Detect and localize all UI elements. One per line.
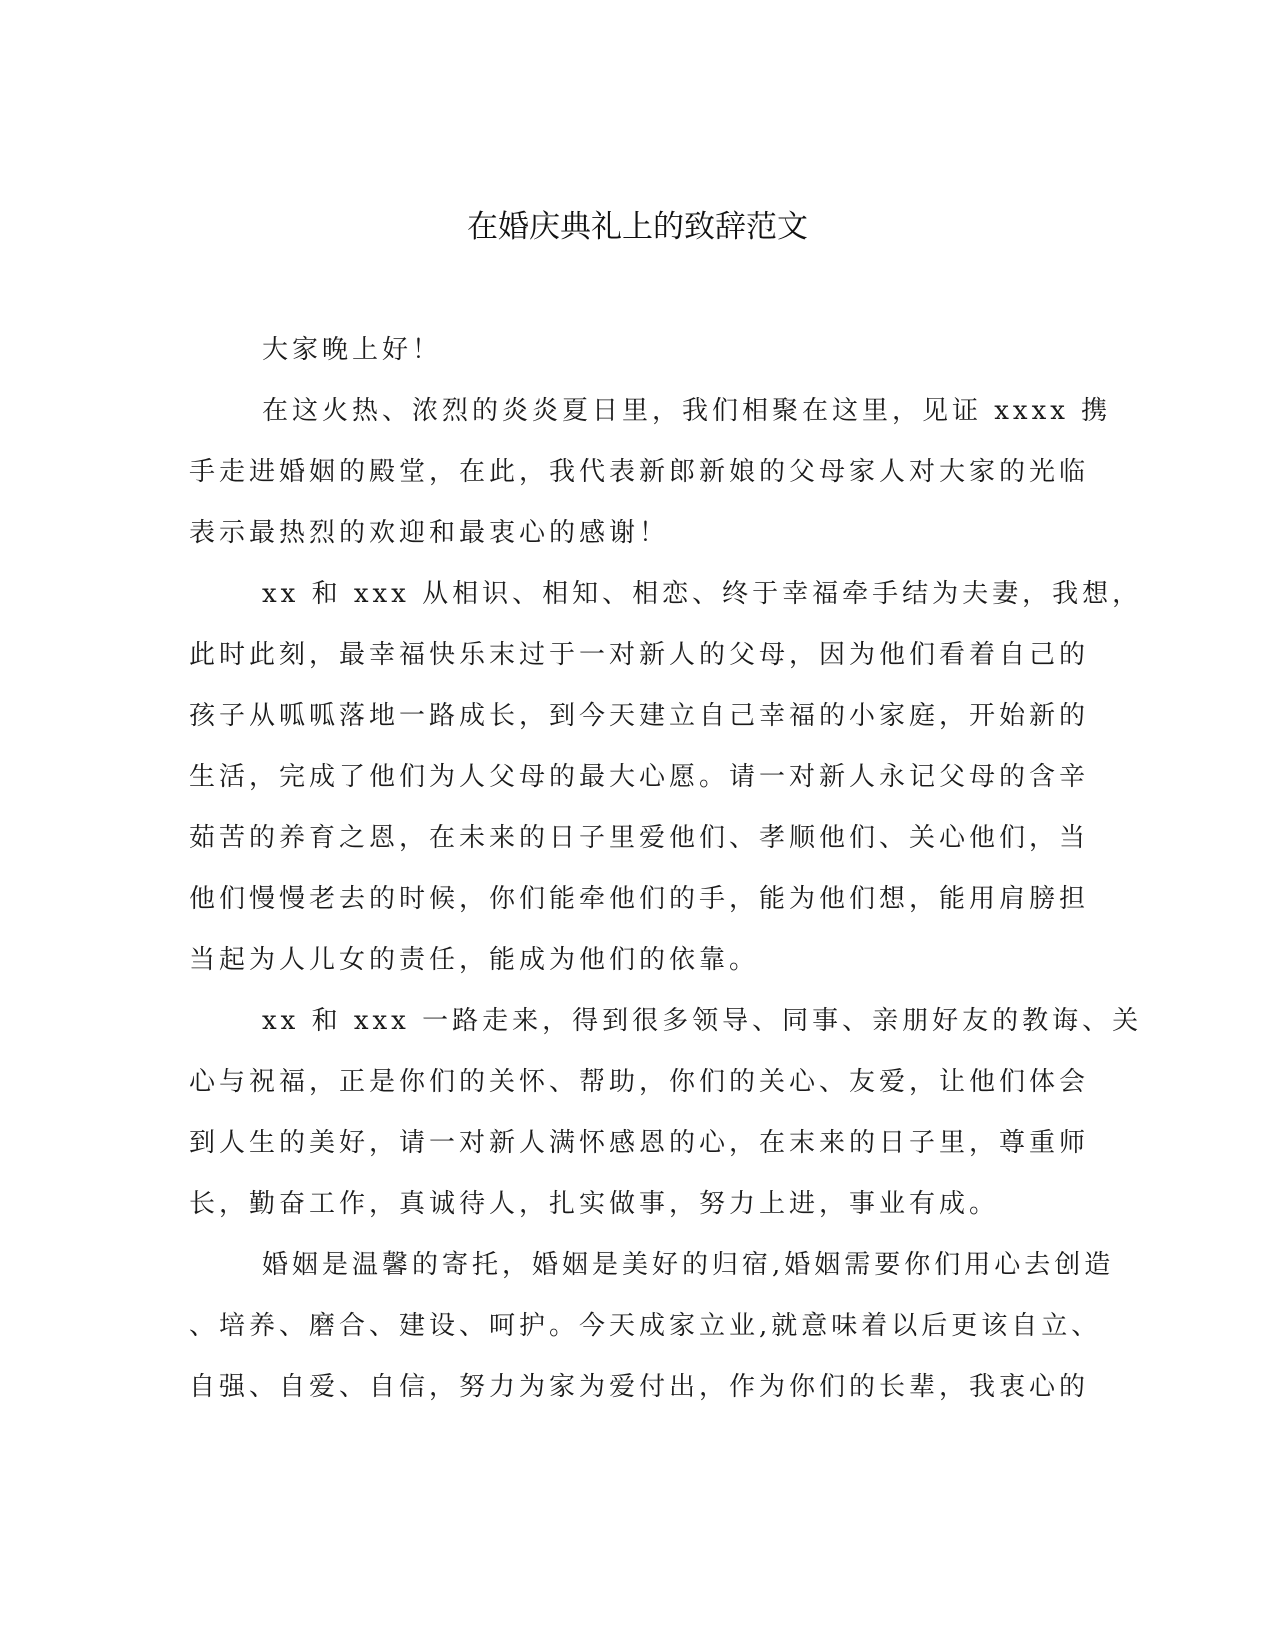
paragraph-line: 婚姻是温馨的寄托，婚姻是美好的归宿,婚姻需要你们用心去创造 xyxy=(262,1250,1115,1280)
paragraph-line: 到人生的美好，请一对新人满怀感恩的心，在末来的日子里，尊重师 xyxy=(189,1128,1090,1158)
paragraph-line: 表示最热烈的欢迎和最衷心的感谢！ xyxy=(189,518,670,548)
paragraph-line: 孩子从呱呱落地一路成长，到今天建立自己幸福的小家庭，开始新的 xyxy=(189,701,1090,731)
paragraph-line: 、培养、磨合、建设、呵护。今天成家立业,就意味着以后更该自立、 xyxy=(189,1311,1102,1341)
paragraph-line: 大家晚上好！ xyxy=(262,335,443,365)
paragraph-line: 此时此刻，最幸福快乐末过于一对新人的父母，因为他们看着自己的 xyxy=(189,640,1090,670)
document-title: 在婚庆典礼上的致辞范文 xyxy=(467,209,808,245)
paragraph-line: 心与祝福，正是你们的关怀、帮助，你们的关心、友爱，让他们体会 xyxy=(189,1067,1090,1097)
paragraph-line: 生活，完成了他们为人父母的最大心愿。请一对新人永记父母的含辛 xyxy=(189,762,1090,792)
paragraph-line: xx 和 xxx 一路走来，得到很多领导、同事、亲朋好友的教诲、关 xyxy=(262,1006,1143,1036)
paragraph-line: 当起为人儿女的责任，能成为他们的依靠。 xyxy=(189,945,760,975)
paragraph-line: 在这火热、浓烈的炎炎夏日里，我们相聚在这里，见证 xxxx 携 xyxy=(262,396,1112,426)
paragraph-line: xx 和 xxx 从相识、相知、相恋、终于幸福牵手结为夫妻，我想， xyxy=(262,579,1143,609)
paragraph-line: 长，勤奋工作，真诚待人，扎实做事，努力上进，事业有成。 xyxy=(189,1189,1000,1219)
paragraph-line: 自强、自爱、自信，努力为家为爱付出，作为你们的长辈，我衷心的 xyxy=(189,1372,1090,1402)
paragraph-line: 茹苦的养育之恩，在未来的日子里爱他们、孝顺他们、关心他们，当 xyxy=(189,823,1090,853)
paragraph-line: 他们慢慢老去的时候，你们能牵他们的手，能为他们想，能用肩膀担 xyxy=(189,884,1090,914)
paragraph-line: 手走进婚姻的殿堂，在此，我代表新郎新娘的父母家人对大家的光临 xyxy=(189,457,1090,487)
document-body xyxy=(189,326,1143,1424)
